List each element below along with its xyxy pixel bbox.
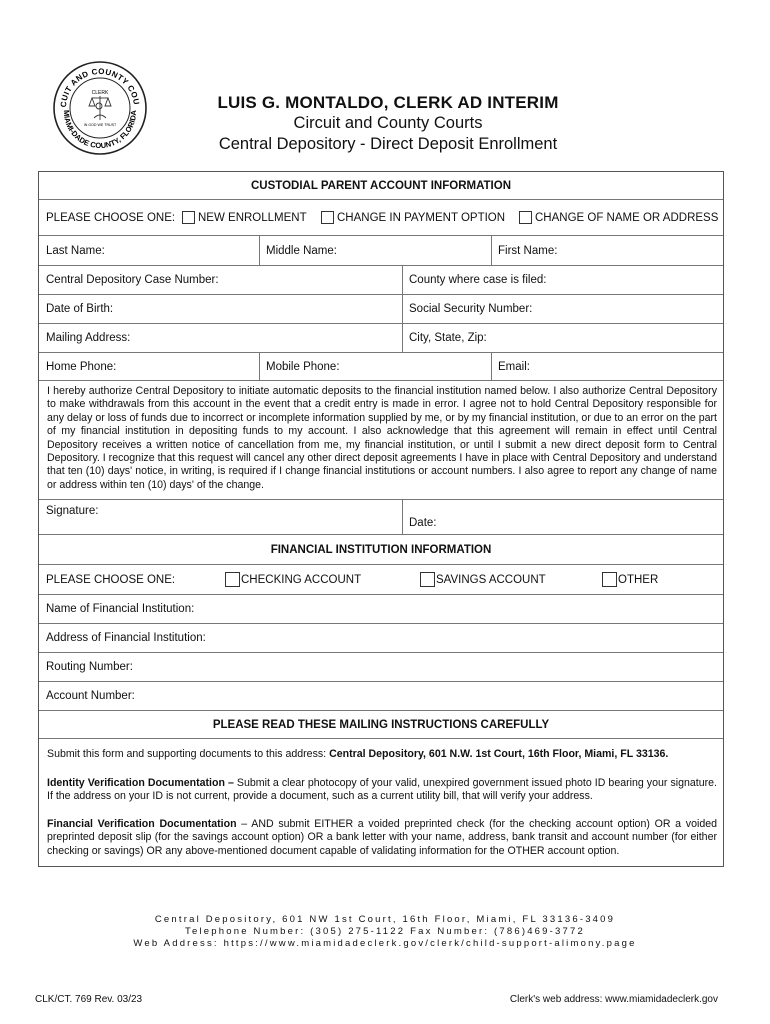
mailing-section-title: PLEASE READ THESE MAILING INSTRUCTIONS CAREFULLY	[39, 711, 723, 739]
other-checkbox[interactable]	[602, 572, 617, 587]
mobile-phone-field[interactable]: Mobile Phone:	[266, 360, 340, 373]
date-field[interactable]: Date:	[409, 517, 437, 529]
financial-text: – AND submit EITHER a voided preprinted check (for the checking account option) OR a voided preprinted deposit slip (for the savings account option) OR a bank letter with your name, address, bank transit and account number (for either checking or savings) OR any above-mentioned document capable of validating information for the OTHER account option.	[47, 818, 717, 857]
identity-text: Submit a clear photocopy of your valid, unexpired government issued photo ID bearing your signature. If the address on your ID is not current, provide a document, such as a current utility bill, that will verify your address.	[47, 777, 717, 803]
checking-option[interactable]	[225, 565, 361, 594]
footer-phone: Telephone Number: (305) 275-1122 Fax Number: (786)469-3772	[185, 926, 585, 937]
authorization-row	[39, 381, 723, 500]
financial-section-title: FINANCIAL INSTITUTION INFORMATION	[39, 535, 723, 565]
new-enrollment-option[interactable]	[182, 200, 307, 235]
change-name-checkbox[interactable]	[519, 211, 532, 224]
financial-instruction	[47, 818, 717, 858]
account-choose-label: PLEASE CHOOSE ONE:	[46, 573, 176, 586]
seal-bottom-text: MIAMI-DADE COUNTY, FLORIDA	[61, 109, 139, 151]
case-row	[39, 266, 723, 295]
institution-address-field[interactable]: Address of Financial Institution:	[46, 632, 206, 644]
court-seal	[52, 60, 148, 156]
identity-title: Identity Verification Documentation –	[47, 777, 234, 789]
change-name-label: CHANGE OF NAME OR ADDRESS	[535, 211, 719, 224]
financial-title: Financial Verification Documentation	[47, 818, 237, 830]
signature-field[interactable]: Signature:	[46, 505, 99, 517]
choose-label: PLEASE CHOOSE ONE:	[46, 211, 176, 224]
change-name-option[interactable]	[519, 200, 718, 235]
savings-checkbox[interactable]	[420, 572, 435, 587]
middle-name-field[interactable]: Middle Name:	[266, 244, 337, 257]
home-phone-field[interactable]: Home Phone:	[46, 360, 117, 373]
institution-address-row	[39, 624, 723, 653]
custodial-section-title: CUSTODIAL PARENT ACCOUNT INFORMATION	[39, 172, 723, 200]
phone-row	[39, 353, 723, 381]
submit-address: Central Depository, 601 N.W. 1st Court, 16th Floor, Miami, FL 33136.	[329, 748, 669, 760]
seal-top-text: CUIT AND COUNTY COU	[58, 66, 141, 108]
signature-row	[39, 500, 723, 535]
new-enrollment-checkbox[interactable]	[182, 211, 195, 224]
account-number-field[interactable]: Account Number:	[46, 690, 135, 702]
seal-center-text: CLERK	[91, 90, 109, 96]
dob-row	[39, 295, 723, 324]
change-payment-label: CHANGE IN PAYMENT OPTION	[337, 211, 506, 224]
last-name-field[interactable]: Last Name:	[46, 244, 105, 257]
account-type-row	[39, 565, 723, 595]
identity-instruction	[47, 777, 717, 804]
dob-field[interactable]: Date of Birth:	[46, 303, 114, 315]
seal-small-text: IN GOD WE TRUST	[83, 123, 117, 127]
mailing-address-field[interactable]: Mailing Address:	[46, 332, 131, 344]
account-row	[39, 682, 723, 711]
county-field[interactable]: County where case is filed:	[409, 274, 547, 286]
savings-label: SAVINGS ACCOUNT	[436, 573, 546, 586]
form-id: CLK/CT. 769 Rev. 03/23	[35, 994, 143, 1005]
name-row	[39, 236, 723, 266]
submit-text: Submit this form and supporting documents to this address:	[47, 748, 330, 760]
case-number-field[interactable]: Central Depository Case Number:	[46, 274, 219, 286]
routing-row	[39, 653, 723, 682]
court-name: Circuit and County Courts	[293, 114, 483, 132]
institution-name-field[interactable]: Name of Financial Institution:	[46, 603, 195, 615]
mailing-instructions	[39, 739, 723, 867]
footer-address: Central Depository, 601 NW 1st Court, 16th Floor, Miami, FL 33136-3409	[154, 914, 616, 925]
savings-option[interactable]	[420, 565, 546, 594]
ssn-field[interactable]: Social Security Number:	[409, 303, 533, 315]
routing-number-field[interactable]: Routing Number:	[46, 661, 133, 673]
change-payment-option[interactable]	[321, 200, 505, 235]
enrollment-form	[38, 171, 724, 867]
svg-text:CIRCUIT AND COUNTY COURTS	[52, 60, 141, 108]
checking-label: CHECKING ACCOUNT	[241, 573, 362, 586]
other-label: OTHER	[618, 573, 659, 586]
first-name-field[interactable]: First Name:	[498, 244, 558, 257]
change-payment-checkbox[interactable]	[321, 211, 334, 224]
clerk-web-address: Clerk's web address: www.miamidadeclerk.gov	[509, 994, 718, 1005]
footer-web-address: Web Address: https://www.miamidadeclerk.gov/clerk/child-support-alimony.page	[133, 938, 637, 949]
new-enrollment-label: NEW ENROLLMENT	[198, 211, 307, 224]
form-title: Central Depository - Direct Deposit Enrollment	[218, 135, 558, 153]
address-row	[39, 324, 723, 353]
authorization-text: I hereby authorize Central Depository to initiate automatic deposits to the financial institution named below. I also authorize Central Depository to make withdrawals from this account in the event that a credit entry is made in error. I agree not to hold Central Depository responsible for any delay or loss of funds due to incorrect or incomplete information supplied by me, or by my financial institution, or due to an error on the part of my financial institution in depositing funds to my account. I also acknowledge that this agreement will remain in effect until Central Depository receives a written notice of cancellation from me, my financial institution, or until I submit a new direct deposit form to Central Depository. I recognize that this request will cancel any other direct deposit agreements I have in place with Central Depository and understand that ten (10) days' notice, in writing, is required if I change financial institutions or account numbers. I also agree to report any change of name or address within ten (10) days' of the change.	[47, 385, 717, 491]
email-field[interactable]: Email:	[498, 360, 530, 373]
page-header	[150, 93, 626, 155]
clerk-name: LUIS G. MONTALDO, CLERK AD INTERIM	[217, 93, 559, 112]
submit-instruction	[47, 748, 717, 761]
checking-checkbox[interactable]	[225, 572, 240, 587]
other-option[interactable]	[602, 565, 658, 594]
enrollment-choice-row	[39, 200, 723, 236]
institution-name-row	[39, 595, 723, 624]
city-state-zip-field[interactable]: City, State, Zip:	[409, 332, 487, 344]
